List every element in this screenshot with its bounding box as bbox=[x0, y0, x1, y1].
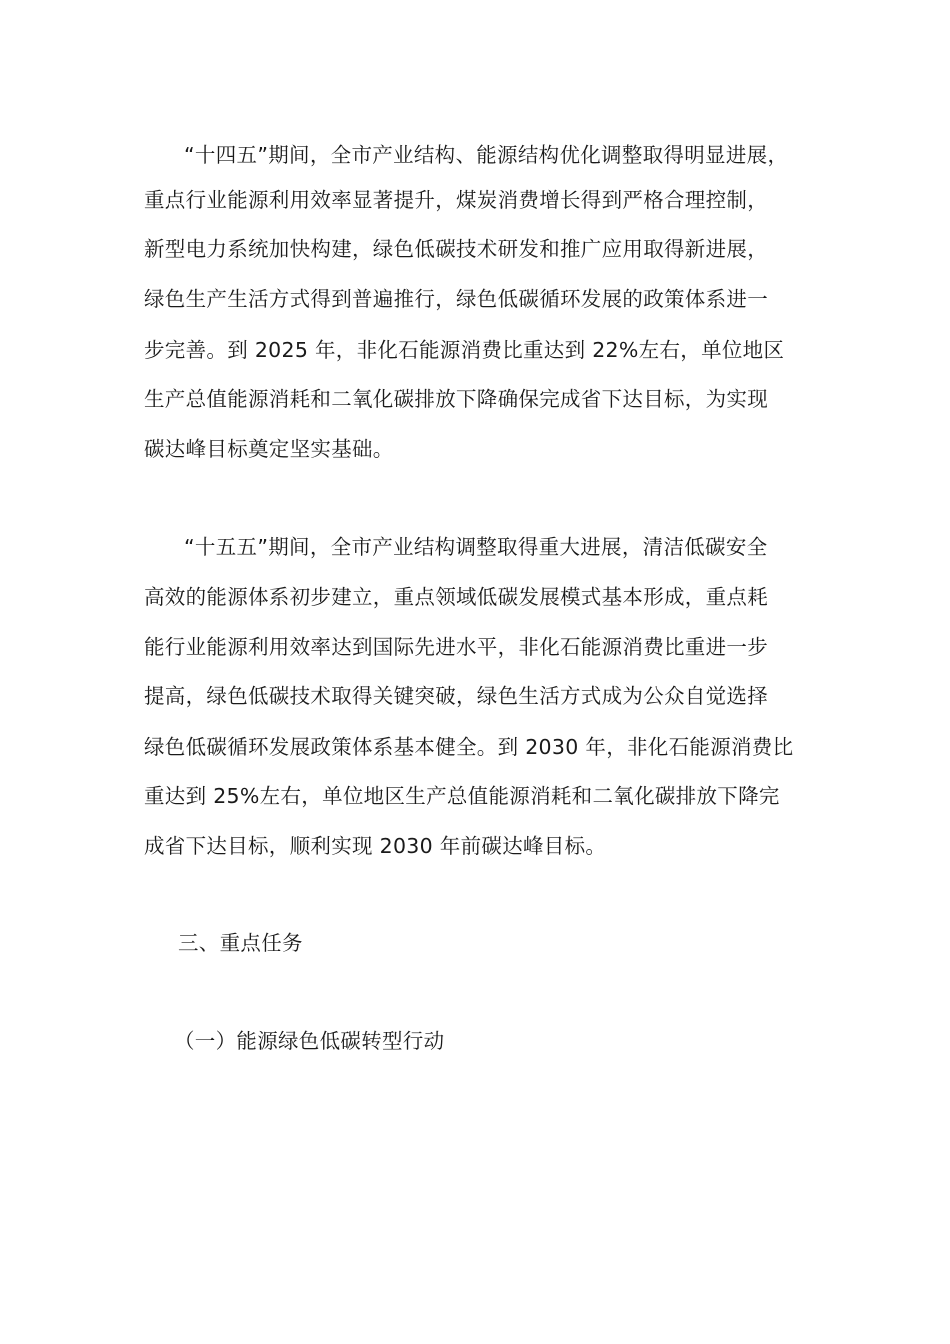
section-heading: 三、重点任务 bbox=[178, 931, 303, 955]
paragraph-line: “十五五”期间，全市产业结构调整取得重大进展，清洁低碳安全 bbox=[184, 535, 768, 559]
paragraph-line: 新型电力系统加快构建，绿色低碳技术研发和推广应用取得新进展， bbox=[144, 237, 768, 261]
paragraph-line: 绿色低碳循环发展政策体系基本健全。到 2030 年，非化石能源消费比 bbox=[144, 735, 794, 759]
paragraph-line: 步完善。到 2025 年，非化石能源消费比重达到 22%左右，单位地区 bbox=[144, 338, 785, 362]
paragraph-line: 重点行业能源利用效率显著提升，煤炭消费增长得到严格合理控制， bbox=[144, 188, 768, 212]
paragraph-line: 能行业能源利用效率达到国际先进水平，非化石能源消费比重进一步 bbox=[144, 635, 768, 659]
paragraph-line: 重达到 25%左右，单位地区生产总值能源消耗和二氧化碳排放下降完 bbox=[144, 784, 780, 808]
paragraph-line: 成省下达目标，顺利实现 2030 年前碳达峰目标。 bbox=[144, 834, 607, 858]
paragraph-line: 提高，绿色低碳技术取得关键突破，绿色生活方式成为公众自觉选择 bbox=[144, 684, 768, 708]
paragraph-line: 碳达峰目标奠定坚实基础。 bbox=[144, 437, 394, 461]
paragraph-line: 绿色生产生活方式得到普遍推行，绿色低碳循环发展的政策体系进一 bbox=[144, 287, 768, 311]
subsection-heading: （一）能源绿色低碳转型行动 bbox=[174, 1029, 445, 1053]
paragraph-line: 生产总值能源消耗和二氧化碳排放下降确保完成省下达目标，为实现 bbox=[144, 387, 768, 411]
paragraph-line: “十四五”期间，全市产业结构、能源结构优化调整取得明显进展， bbox=[184, 143, 789, 167]
paragraph-line: 高效的能源体系初步建立，重点领域低碳发展模式基本形成，重点耗 bbox=[144, 585, 768, 609]
